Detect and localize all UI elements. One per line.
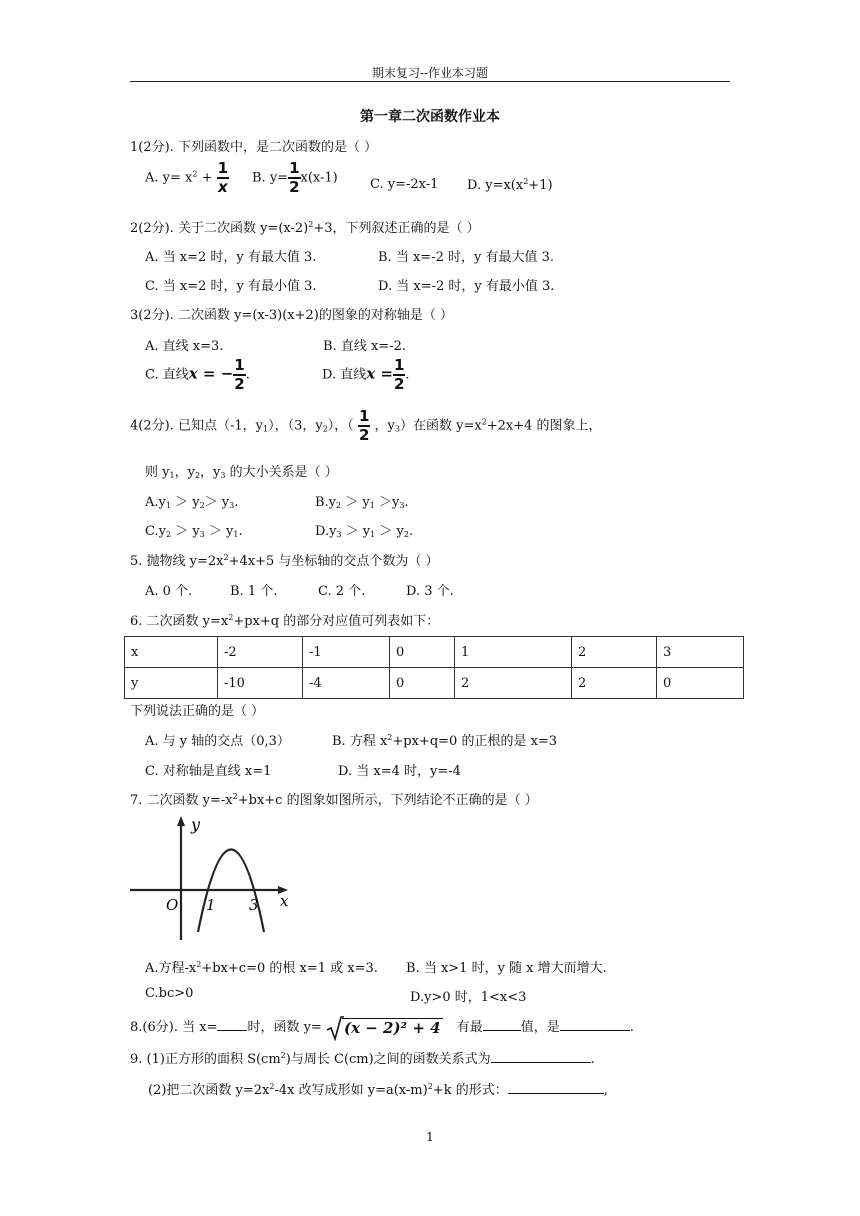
table-row xyxy=(125,637,744,668)
q1-option-c: C. y=-2x-1 xyxy=(370,177,439,192)
q7-stem: 7. 二次函数 $y=-x^2+bx+c$ 的图象如图所示，下列结论不正确的是（ ） xyxy=(130,792,538,808)
header-rule xyxy=(130,81,730,82)
table-cell: x xyxy=(125,637,218,668)
q2-option-b: B. 当 x=-2 时，y 有最大值 3. xyxy=(378,250,554,265)
table-cell: 0 xyxy=(390,668,455,699)
q1-option-b: B. y= $\frac{1}{2}$ x(x-1) xyxy=(252,159,338,196)
table-row xyxy=(125,668,744,699)
q5-option-b: B. 1 个. xyxy=(230,584,278,599)
q4-option-d: $D.y_3 > y_1 > y_2$. xyxy=(315,524,414,539)
q2-option-c: C. 当 x=2 时，y 有最小值 3. xyxy=(145,279,317,294)
origin-label: O xyxy=(166,896,179,914)
table-cell: 0 xyxy=(657,668,744,699)
q8-blank-x[interactable] xyxy=(217,1018,247,1031)
q9-blank-1[interactable] xyxy=(491,1050,591,1063)
y-axis-arrow-icon xyxy=(177,816,185,826)
q3-stem: 3(2分). 二次函数 y=(x-3)(x+2)的图象的对称轴是（ ） xyxy=(130,308,454,323)
q6-value-table xyxy=(124,636,744,699)
table-cell: -4 xyxy=(303,668,390,699)
q7-option-a: A.方程$-x^2+bx+c=0$ 的根 x=1 或 x=3. xyxy=(145,960,378,976)
root1-label: 1 xyxy=(206,896,216,914)
q8-blank-type[interactable] xyxy=(483,1018,521,1031)
q9-part2: (2)把二次函数 $y=2x^2-4x$ 改写成形如 $y=a(x-m)^2+k$ 的形式： , xyxy=(148,1082,608,1098)
q3-option-d: D. 直线x = $\frac{1}{2}$ . xyxy=(322,356,410,393)
q1-fraction-a: $\frac{1}{x}$ xyxy=(217,159,229,196)
q5-option-c: C. 2 个. xyxy=(318,584,366,599)
q8-blank-value[interactable] xyxy=(560,1018,630,1031)
table-cell: y xyxy=(125,668,218,699)
q2-stem: 2(2分). 关于二次函数 $y=(x-2)^2+3$，下列叙述正确的是（ ） xyxy=(130,220,480,236)
q5-option-a: A. 0 个. xyxy=(145,584,193,599)
q3-option-c: C. 直线x = − $\frac{1}{2}$ . xyxy=(145,356,250,393)
table-cell: 2 xyxy=(455,668,572,699)
q1-fraction-b: $\frac{1}{2}$ xyxy=(289,159,300,196)
page-title: 第一章二次函数作业本 xyxy=(360,109,500,125)
q4-option-c: $C.y_2 > y_3 > y_1$. xyxy=(145,524,243,539)
y-axis-label: y xyxy=(191,815,201,834)
page-number: 1 xyxy=(426,1130,434,1144)
q9-blank-2[interactable] xyxy=(508,1081,604,1094)
q3-option-a: A. 直线 x=3. xyxy=(145,339,224,354)
q1-stem: 1(2分). 下列函数中，是二次函数的是（ ） xyxy=(130,140,378,155)
table-cell: 0 xyxy=(390,637,455,668)
page-header: 期末复习--作业本习题 xyxy=(371,66,489,80)
root2-label: 3 xyxy=(249,896,259,914)
q8-line: 8.(6分). 当 x= 时，函数 y= (x − 2)² + 4 有最 值，是 . xyxy=(130,1016,634,1037)
table-cell: 2 xyxy=(572,668,657,699)
q3-fraction-d: $\frac{1}{2}$ xyxy=(393,356,405,393)
q6-option-d: D. 当 x=4 时，y=-4 xyxy=(338,764,461,779)
q1-option-d: D. $y=x(x^2+1)$ xyxy=(467,177,553,193)
q1-option-a: A. $y= x^2$ + $\frac{1}{x}$ xyxy=(145,159,229,196)
q6-option-a: A. 与 y 轴的交点（0,3） xyxy=(145,734,290,749)
q6-stem: 6. 二次函数 $y=x^2+px+q$ 的部分对应值可列表如下： xyxy=(130,613,440,629)
q8-radical: (x − 2)² + 4 xyxy=(326,1019,443,1037)
sqrt-icon xyxy=(326,1016,344,1042)
table-cell: -1 xyxy=(303,637,390,668)
q7-option-d: D.y>0 时，1<x<3 xyxy=(410,990,527,1005)
q2-option-d: D. 当 x=-2 时，y 有最小值 3. xyxy=(378,279,555,294)
table-cell: -2 xyxy=(218,637,303,668)
q4-fraction: $\frac{1}{2}$ xyxy=(358,407,370,444)
q7-option-b: B. 当 x>1 时，y 随 x 增大而增大. xyxy=(406,961,607,976)
q6-option-c: C. 对称轴是直线 x=1 xyxy=(145,764,272,779)
q7-option-c: C.bc>0 xyxy=(145,986,194,1001)
q9-part1: 9. (1)正方形的面积 $S(cm^2)$与周长 C(cm)之间的函数关系式为 . xyxy=(130,1051,595,1067)
table-cell: 3 xyxy=(657,637,744,668)
q5-stem: 5. 抛物线 $y=2x^2+4x+5$ 与坐标轴的交点个数为（ ） xyxy=(130,553,439,569)
q6-after: 下列说法正确的是（ ） xyxy=(130,704,265,719)
q4-stem: 4(2分). 已知点（-1，$y_1$），（3，$y_2$），（ $\frac{1}{2}$ ，$y_3$）在函数 $y=x^2+2x+4$ 的图象上， xyxy=(130,407,602,444)
q5-option-d: D. 3 个. xyxy=(406,584,454,599)
q3-option-b: B. 直线 x=-2. xyxy=(323,339,406,354)
q4-option-b: $B.y_2 > y_1 >y_3$. xyxy=(315,495,409,510)
table-cell: 2 xyxy=(572,637,657,668)
x-axis-label: x xyxy=(280,892,289,910)
q3-fraction-c: $\frac{1}{2}$ xyxy=(234,356,245,393)
q4-option-a: $A.y_1 > y_2> y_3$. xyxy=(145,495,239,510)
q7-parabola-graph xyxy=(128,812,293,947)
q2-option-a: A. 当 x=2 时，y 有最大值 3. xyxy=(145,250,317,265)
table-cell: 1 xyxy=(455,637,572,668)
q4-line2: 则 $y_1$，$y_2$，$y_3$ 的大小关系是（ ） xyxy=(145,465,338,480)
table-cell: -10 xyxy=(218,668,303,699)
q6-option-b: B. 方程 $x^2+px+q=0$ 的正根的是 x=3 xyxy=(332,733,558,749)
